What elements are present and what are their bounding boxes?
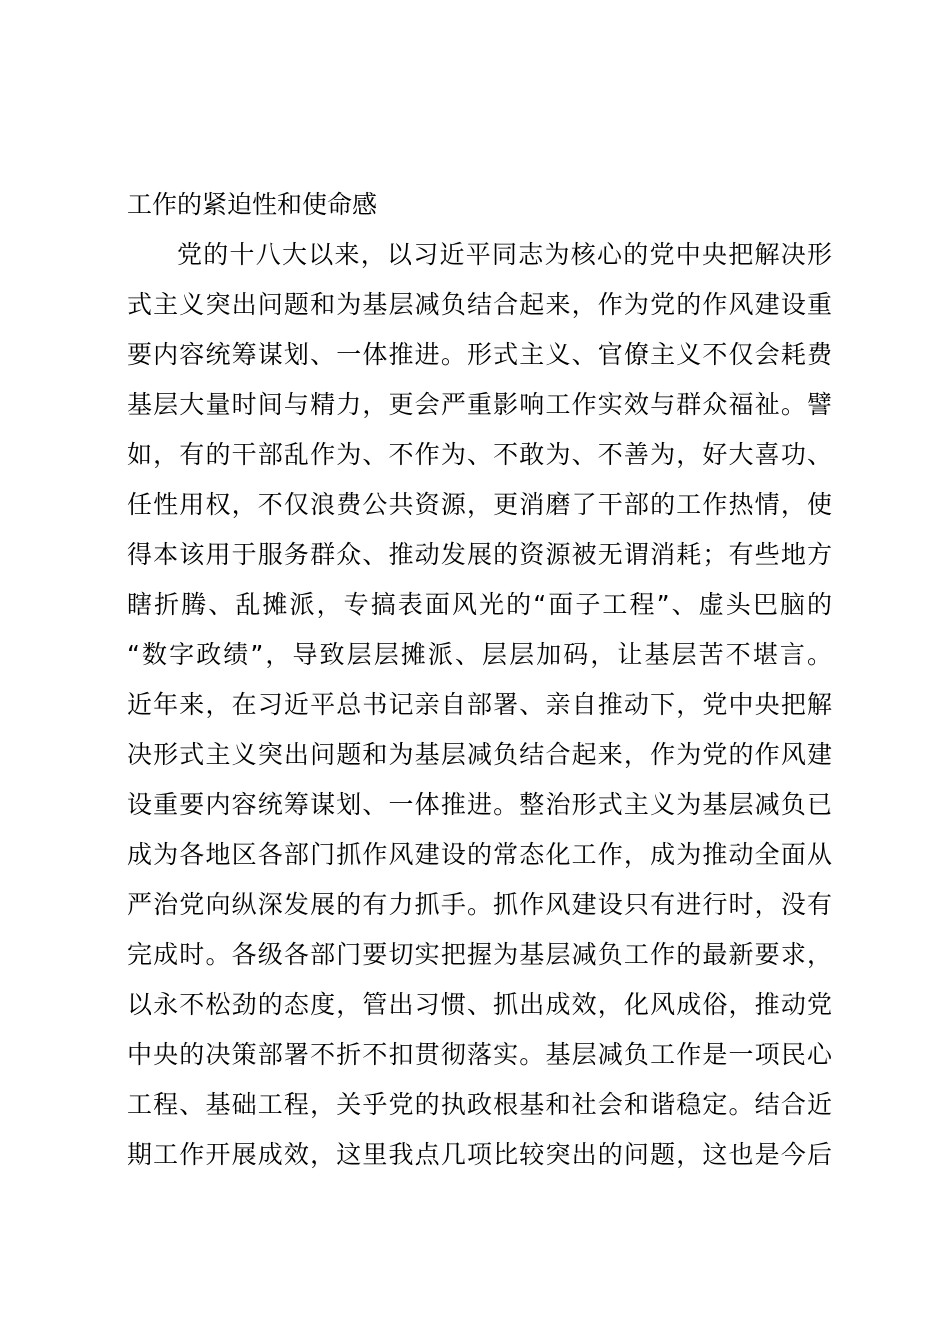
text-line: 以永不松劲的态度，管出习惯、抓出成效，化风成俗，推动党	[127, 990, 832, 1019]
text-line: 任性用权，不仅浪费公共资源，更消磨了干部的工作热情，使	[127, 490, 832, 519]
text-line: 得本该用于服务群众、推动发展的资源被无谓消耗；有些地方	[127, 540, 832, 569]
text-line: 成为各地区各部门抓作风建设的常态化工作，成为推动全面从	[127, 840, 832, 869]
text-line: 工程、基础工程，关乎党的执政根基和社会和谐稳定。结合近	[127, 1090, 832, 1119]
text-line: “数字政绩”，导致层层摊派、层层加码，让基层苦不堪言。	[127, 640, 832, 669]
text-line: 完成时。各级各部门要切实把握为基层减负工作的最新要求，	[127, 940, 832, 969]
text-line: 严治党向纵深发展的有力抓手。抓作风建设只有进行时，没有	[127, 890, 832, 919]
text-line: 期工作开展成效，这里我点几项比较突出的问题，这也是今后	[127, 1140, 832, 1169]
text-line: 党的十八大以来，以习近平同志为核心的党中央把解决形	[177, 240, 832, 269]
text-line: 近年来，在习近平总书记亲自部署、亲自推动下，党中央把解	[127, 690, 832, 719]
text-line: 要内容统筹谋划、一体推进。形式主义、官僚主义不仅会耗费	[127, 340, 832, 369]
text-line: 瞎折腾、乱摊派，专搞表面风光的“面子工程”、虚头巴脑的	[127, 590, 832, 619]
text-line: 基层大量时间与精力，更会严重影响工作实效与群众福祉。譬	[127, 390, 832, 419]
text-line-heading-continuation: 工作的紧迫性和使命感	[127, 190, 378, 219]
text-line: 式主义突出问题和为基层减负结合起来，作为党的作风建设重	[127, 290, 832, 319]
text-line: 如，有的干部乱作为、不作为、不敢为、不善为，好大喜功、	[127, 440, 832, 469]
text-line: 决形式主义突出问题和为基层减负结合起来，作为党的作风建	[127, 740, 832, 769]
text-line: 中央的决策部署不折不扣贯彻落实。基层减负工作是一项民心	[127, 1040, 832, 1069]
text-line: 设重要内容统筹谋划、一体推进。整治形式主义为基层减负已	[127, 790, 832, 819]
